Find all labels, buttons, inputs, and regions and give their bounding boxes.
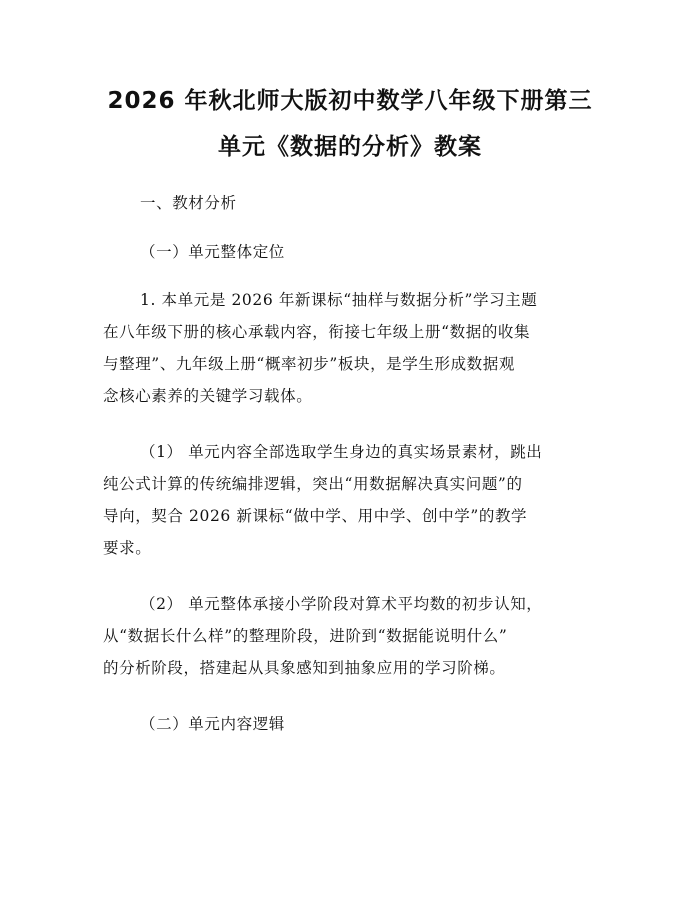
paragraph-point2-line-3: 的分析阶段，搭建起从具象感知到抽象应用的学习阶梯。 [103, 659, 506, 677]
paragraph-point2-line-2: 从“数据长什么样”的整理阶段，进阶到“数据能说明什么” [103, 627, 508, 645]
section-heading-materials-analysis: 一、教材分析 [140, 194, 237, 212]
subsection-heading-content-logic: （二）单元内容逻辑 [140, 715, 285, 733]
paragraph-item1-line-2: 在八年级下册的核心承载内容，衔接七年级上册“数据的收集 [103, 323, 531, 341]
document-title-line-1: 2026 年秋北师大版初中数学八年级下册第三 [107, 88, 593, 114]
paragraph-item1-line-3: 与整理”、九年级上册“概率初步”板块，是学生形成数据观 [103, 355, 515, 373]
paragraph-point1-line-3: 导向，契合 2026 新课标“做中学、用中学、创中学”的教学 [103, 507, 528, 525]
paragraph-point1-line-2: 纯公式计算的传统编排逻辑，突出“用数据解决真实问题”的 [103, 475, 523, 493]
paragraph-point1-line-4: 要求。 [103, 539, 152, 557]
document-title-line-2: 单元《数据的分析》教案 [218, 134, 482, 160]
subsection-heading-unit-positioning: （一）单元整体定位 [140, 243, 285, 261]
paragraph-item1-line-4: 念核心素养的关键学习载体。 [103, 387, 313, 405]
paragraph-point2-line-1: （2） 单元整体承接小学阶段对算术平均数的初步认知， [140, 595, 543, 613]
paragraph-item1-line-1: 1. 本单元是 2026 年新课标“抽样与数据分析”学习主题 [140, 291, 538, 309]
paragraph-point1-line-1: （1） 单元内容全部选取学生身边的真实场景素材，跳出 [140, 443, 543, 461]
